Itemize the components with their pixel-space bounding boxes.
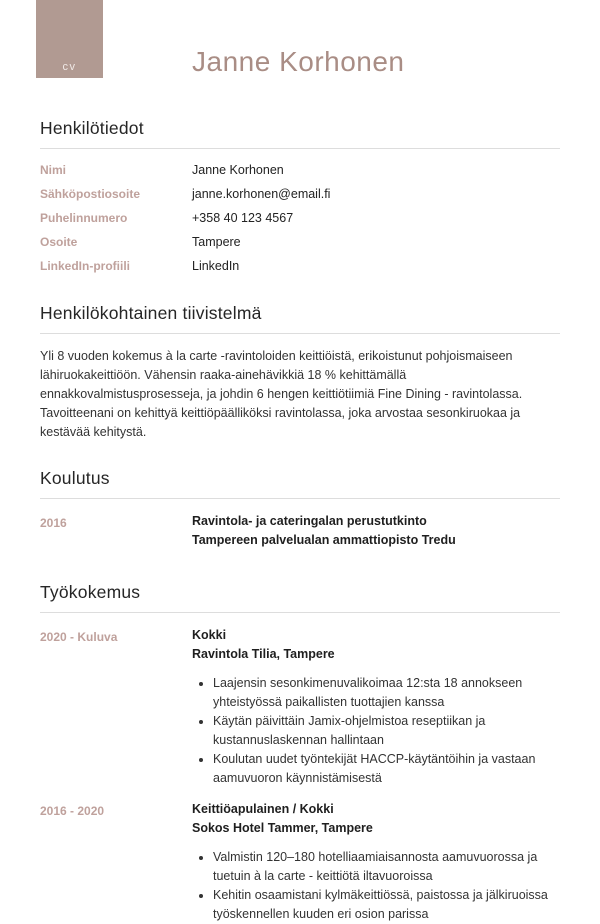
section-summary <box>40 303 560 442</box>
summary-text: Yli 8 vuoden kokemus à la carte -ravintoloiden keittiöistä, erikoistunut pohjoismaiseen lähiruokakeittiöön. Vähensin raaka-ainehävikkiä 18 % kehittämällä ennakkovalmistusprosesseja, ja johdin 6 hengen keittiötiimiä Fine Dining - ravintolassa. Tavoitteenani on kehittyä keittiöpäälliköksi ravintolassa, joka arvostaa sesonkiruokaa ja kestävää kehitystä. <box>40 349 523 439</box>
personal-info-rows <box>40 164 560 273</box>
education-heading: Koulutus <box>40 468 560 499</box>
experience-entry <box>40 800 560 924</box>
info-label: Sähköpostiosoite <box>40 187 141 201</box>
page-title: Janne Korhonen <box>192 46 405 77</box>
education-period: 2016 <box>40 516 67 530</box>
info-label: Puhelinnumero <box>40 211 128 225</box>
info-label: Osoite <box>40 235 78 249</box>
education-entry <box>40 512 560 550</box>
info-row-phone <box>40 212 560 225</box>
info-row-address <box>40 236 560 249</box>
info-value: Janne Korhonen <box>192 163 284 177</box>
personal-info-heading: Henkilötiedot <box>40 118 560 149</box>
info-row-email <box>40 188 560 201</box>
experience-bullet: • Koulutan uudet työntekijät HACCP-käytäntöihin ja vastaan aamuvuoron käynnistämisestä <box>213 750 560 788</box>
experience-period: 2016 - 2020 <box>40 804 105 818</box>
experience-bullet: • Laajensin sesonkimenuvalikoimaa 12:sta 18 annokseen yhteistyössä paikallisten tuottajien kanssa <box>213 674 560 712</box>
section-education <box>40 468 560 550</box>
summary-heading: Henkilökohtainen tiivistelmä <box>40 303 560 334</box>
experience-entry-body <box>192 800 560 924</box>
experience-bullet: • Kehitin osaamistani kylmäkeittiössä, paistossa ja jälkiruoissa työskennellen kuuden eri osion parissa <box>213 886 560 924</box>
experience-bullet: • Valmistin 120–180 hotelliaamiaisannosta aamuvuorossa ja tuetuin à la carte - keittiötä iltavuoroissa <box>213 848 560 886</box>
info-value: +358 40 123 4567 <box>192 211 294 225</box>
experience-job-title: Kokki <box>192 628 227 642</box>
experience-heading: Työkokemus <box>40 582 560 613</box>
education-school: Tampereen palvelualan ammattiopisto Tredu <box>192 533 456 547</box>
experience-entry-body <box>192 626 560 788</box>
info-label: LinkedIn-profiili <box>40 259 130 273</box>
experience-period: 2020 - Kuluva <box>40 630 118 644</box>
info-label: Nimi <box>40 163 67 177</box>
section-personal-info <box>40 118 560 273</box>
experience-company: Ravintola Tilia, Tampere <box>192 647 335 661</box>
info-row-name <box>40 164 560 177</box>
education-degree: Ravintola- ja cateringalan perustutkinto <box>192 514 427 528</box>
experience-bullet: • Käytän päivittäin Jamix-ohjelmistoa reseptiikan ja kustannuslaskennan hallintaan <box>213 712 560 750</box>
cv-badge-label: cv <box>62 61 77 73</box>
info-row-linkedin <box>40 260 560 273</box>
experience-company: Sokos Hotel Tammer, Tampere <box>192 821 373 835</box>
header <box>0 0 600 78</box>
info-value: LinkedIn <box>192 259 240 273</box>
education-entry-body <box>192 512 560 550</box>
experience-entry <box>40 626 560 788</box>
experience-job-title: Keittiöapulainen / Kokki <box>192 802 334 816</box>
cv-badge <box>36 0 103 78</box>
info-value: janne.korhonen@email.fi <box>192 187 331 201</box>
info-value: Tampere <box>192 235 241 249</box>
section-experience <box>40 582 560 924</box>
experience-bullet-list <box>192 848 560 924</box>
experience-bullet-list <box>192 674 560 788</box>
